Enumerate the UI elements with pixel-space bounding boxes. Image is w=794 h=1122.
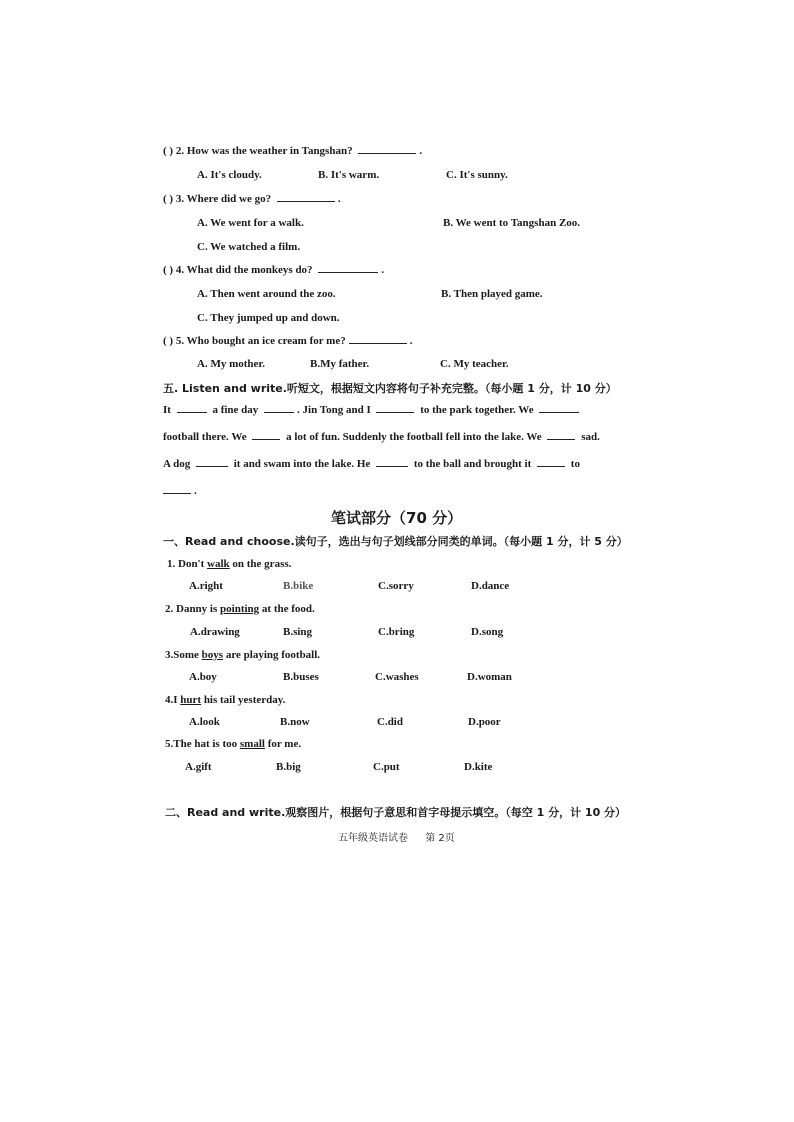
- passage-line-4: .: [163, 485, 197, 497]
- option-c: C.bring: [378, 626, 415, 638]
- written-part-title: 笔试部分（70 分）: [331, 509, 463, 527]
- option-c: C. It's sunny.: [446, 169, 508, 181]
- question-stem: ( ) 3. Where did we go? .: [163, 193, 341, 205]
- answer-bracket[interactable]: ( ): [163, 335, 174, 347]
- underlined-word: small: [239, 738, 265, 750]
- fill-blank[interactable]: [537, 465, 565, 467]
- passage-line-1: It a fine day . Jin Tong and I to the park together. We: [163, 404, 582, 416]
- answer-bracket[interactable]: ( ): [163, 193, 174, 205]
- option-d: D.poor: [468, 716, 501, 728]
- fill-blank[interactable]: [547, 438, 575, 440]
- option-d: D.dance: [471, 580, 510, 592]
- option-b: B. Then played game.: [441, 288, 543, 300]
- question-stem: ( ) 5. Who bought an ice cream for me? .: [163, 335, 413, 347]
- option-d: D.woman: [467, 671, 512, 683]
- page-footer: [338, 829, 455, 844]
- option-c: C.sorry: [378, 580, 414, 592]
- answer-blank[interactable]: [349, 342, 407, 344]
- option-a: A.gift: [185, 761, 212, 773]
- option-d: D.kite: [464, 761, 493, 773]
- underlined-word: boys: [201, 649, 224, 661]
- fill-blank[interactable]: [539, 411, 579, 413]
- fill-blank[interactable]: [264, 411, 294, 413]
- choose-item-3: 3.Some boys are playing football.: [165, 649, 321, 661]
- section-1-title: 一、Read and choose.读句子，选出与句子划线部分同类的单词。（每小题 1 分，计 5 分）: [163, 535, 628, 548]
- option-b: B.bike: [283, 580, 314, 592]
- fill-blank[interactable]: [376, 465, 408, 467]
- option-a: A. Then went around the zoo.: [197, 288, 336, 300]
- option-b: B.big: [276, 761, 301, 773]
- underlined-word: hurt: [180, 694, 202, 706]
- option-b: B. It's warm.: [318, 169, 380, 181]
- option-a: A. It's cloudy.: [197, 169, 262, 181]
- question-stem: ( ) 2. How was the weather in Tangshan? .: [163, 145, 423, 157]
- choose-item-2: 2. Danny is pointing at the food.: [165, 603, 315, 615]
- fill-blank[interactable]: [252, 438, 280, 440]
- underlined-word: pointing: [220, 603, 260, 615]
- option-a: A.right: [189, 580, 223, 592]
- fill-blank[interactable]: [163, 492, 191, 494]
- choose-item-4: 4.I hurt his tail yesterday.: [165, 694, 286, 706]
- option-a: A. My mother.: [197, 358, 266, 370]
- option-b: B.buses: [283, 671, 319, 683]
- option-c: C. My teacher.: [440, 358, 509, 370]
- option-b: B.sing: [283, 626, 313, 638]
- choose-item-1: 1. Don't walk on the grass.: [167, 558, 292, 570]
- option-c: C. They jumped up and down.: [197, 312, 340, 324]
- option-a: A.look: [189, 716, 220, 728]
- underlined-word: walk: [207, 558, 230, 570]
- option-c: C.washes: [375, 671, 419, 683]
- option-a: A.drawing: [190, 626, 240, 638]
- option-a: A.boy: [189, 671, 217, 683]
- answer-blank[interactable]: [277, 200, 335, 202]
- footer-page-label: 第 2页: [425, 833, 455, 844]
- fill-blank[interactable]: [196, 465, 228, 467]
- section-5-title: 五. Listen and write.听短文，根据短文内容将句子补充完整。（每小题 1 分，计 10 分）: [163, 382, 617, 395]
- choose-item-5: 5.The hat is too small for me.: [165, 738, 302, 750]
- fill-blank[interactable]: [177, 411, 207, 413]
- answer-bracket[interactable]: ( ): [163, 145, 174, 157]
- option-c: C.put: [373, 761, 400, 773]
- question-stem: ( ) 4. What did the monkeys do? .: [163, 264, 385, 276]
- option-c: C. We watched a film.: [197, 241, 301, 253]
- section-2-title: 二、Read and write.观察图片，根据句子意思和首字母提示填空。（每空 1 分，计 10 分）: [165, 806, 627, 819]
- answer-blank[interactable]: [358, 152, 416, 154]
- answer-blank[interactable]: [318, 271, 378, 273]
- option-d: D.song: [471, 626, 504, 638]
- option-b: B. We went to Tangshan Zoo.: [443, 217, 581, 229]
- answer-bracket[interactable]: ( ): [163, 264, 174, 276]
- option-b: B.now: [280, 716, 310, 728]
- passage-line-3: A dog it and swam into the lake. He to the ball and brought it to: [163, 458, 580, 470]
- fill-blank[interactable]: [376, 411, 414, 413]
- passage-line-2: football there. We a lot of fun. Suddenly the football fell into the lake. We sad.: [163, 431, 600, 443]
- option-a: A. We went for a walk.: [197, 217, 304, 229]
- footer-grade-label: 五年级英语试卷: [338, 833, 408, 844]
- option-c: C.did: [377, 716, 403, 728]
- option-b: B.My father.: [310, 358, 370, 370]
